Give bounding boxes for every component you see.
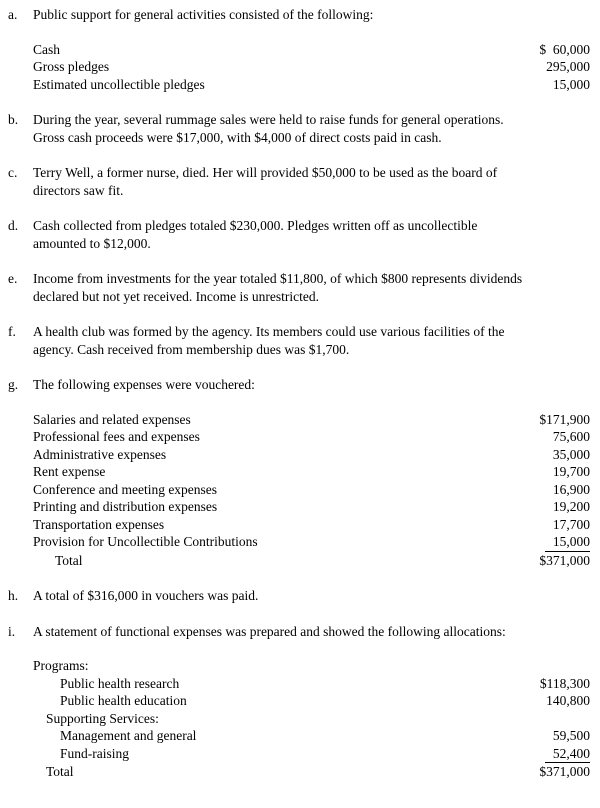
row-value: 140,800 (546, 693, 590, 708)
row-value: 16,900 (552, 481, 590, 497)
list-item (8, 217, 590, 252)
item-letter: i. (8, 623, 16, 639)
table-row (33, 76, 590, 94)
row-label: Public health education (60, 693, 187, 708)
item-letter: b. (8, 112, 19, 127)
item-text-line: Cash collected from pledges totaled $230,000. Pledges written off as uncollectible (33, 218, 478, 233)
list-item (8, 587, 590, 605)
row-value: 15,000 (552, 76, 590, 92)
row-label: Professional fees and expenses (33, 429, 200, 444)
item-text-line: Income from investments for the year totaled $11,800, of which $800 represents dividends (33, 271, 523, 286)
financial-table (33, 411, 590, 570)
item-letter: h. (8, 588, 19, 603)
item-body (33, 376, 590, 569)
document-body (8, 6, 590, 781)
row-value: 15,000 (545, 533, 590, 552)
list-item (8, 164, 590, 199)
row-label: Management and general (60, 728, 197, 743)
item-letter: g. (8, 377, 19, 392)
list-item (8, 376, 590, 569)
table-row (33, 675, 590, 693)
item-body (33, 623, 590, 781)
item-text-line: Public support for general activities consisted of the following: (33, 7, 374, 22)
list-item (8, 111, 590, 146)
item-body (33, 111, 590, 146)
item-text-line: A total of $316,000 in vouchers was paid. (33, 588, 259, 603)
row-label: Administrative expenses (33, 446, 167, 462)
table-row (33, 411, 590, 429)
row-label: Supporting Services: (46, 710, 159, 726)
table-row (33, 446, 590, 464)
row-value: 75,600 (552, 429, 590, 444)
row-label: Gross pledges (33, 59, 110, 74)
row-value: $371,000 (539, 552, 590, 568)
row-label: Cash (33, 41, 60, 57)
financial-table (33, 41, 590, 94)
item-text-line: amounted to $12,000. (33, 235, 151, 251)
table-row (33, 498, 590, 516)
row-label: Salaries and related expenses (33, 411, 191, 427)
item-body (33, 217, 590, 252)
row-label: Provision for Uncollectible Contributions (33, 534, 258, 549)
list-item (8, 6, 590, 93)
item-letter: e. (8, 271, 18, 286)
table-row (33, 463, 590, 481)
list-item (8, 323, 590, 358)
row-label: Programs: (33, 658, 89, 673)
table-row (33, 763, 590, 781)
item-text-line: A statement of functional expenses was prepared and showed the following allocations: (33, 623, 506, 639)
row-label: Estimated uncollectible pledges (33, 76, 205, 92)
row-label: Printing and distribution expenses (33, 499, 218, 514)
item-text-line: directors saw fit. (33, 182, 124, 198)
item-body (33, 323, 590, 358)
row-value: 59,500 (552, 728, 590, 743)
row-value: $371,000 (539, 764, 590, 779)
item-letter: a. (8, 7, 18, 22)
row-value: 295,000 (546, 59, 590, 74)
row-label: Total (46, 764, 74, 779)
table-row (33, 533, 590, 552)
table-row (33, 552, 590, 570)
row-value: 17,700 (552, 516, 590, 532)
item-body (33, 270, 590, 305)
row-value: 19,700 (552, 464, 590, 479)
table-row (33, 745, 590, 764)
item-body (33, 6, 590, 93)
item-text-line: The following expenses were vouchered: (33, 377, 255, 392)
row-value: $171,900 (539, 411, 590, 427)
table-row (33, 428, 590, 446)
row-value: $ 60,000 (539, 41, 590, 57)
table-row (33, 516, 590, 534)
list-item (8, 623, 590, 781)
table-row (33, 710, 590, 728)
item-body (33, 164, 590, 199)
table-row (33, 692, 590, 710)
row-value: 35,000 (552, 446, 590, 462)
item-letter: f. (8, 324, 16, 339)
row-label: Transportation expenses (33, 516, 165, 532)
row-label: Rent expense (33, 464, 106, 479)
table-row (33, 41, 590, 59)
table-row (33, 58, 590, 76)
item-text-line: declared but not yet received. Income is unrestricted. (33, 288, 320, 304)
row-label: Fund-raising (60, 745, 129, 761)
list-item (8, 270, 590, 305)
item-text-line: Terry Well, a former nurse, died. Her will provided $50,000 to be used as the board of (33, 165, 498, 180)
item-letter: d. (8, 218, 19, 233)
row-value: 52,400 (545, 745, 590, 764)
item-text-line: agency. Cash received from membership dues was $1,700. (33, 341, 350, 357)
item-letter: c. (8, 165, 18, 180)
item-text-line: Gross cash proceeds were $17,000, with $4,000 of direct costs paid in cash. (33, 129, 442, 145)
row-value: $118,300 (539, 675, 590, 691)
item-body (33, 587, 590, 605)
item-text-line: During the year, several rummage sales were held to raise funds for general operations. (33, 112, 504, 127)
table-row (33, 657, 590, 675)
row-label: Conference and meeting expenses (33, 481, 218, 497)
row-label: Public health research (60, 675, 180, 691)
financial-table (33, 657, 590, 781)
item-text-line: A health club was formed by the agency. Its members could use various facilities of the (33, 324, 505, 339)
row-value: 19,200 (552, 499, 590, 514)
row-label: Total (55, 552, 83, 568)
table-row (33, 481, 590, 499)
table-row (33, 727, 590, 745)
